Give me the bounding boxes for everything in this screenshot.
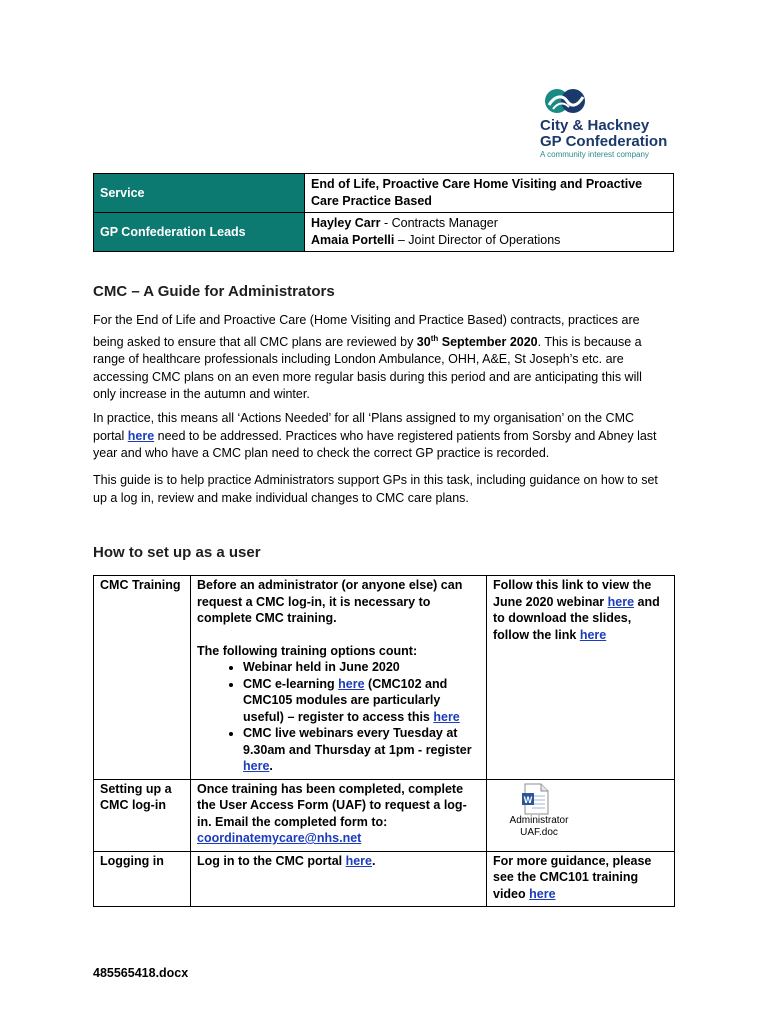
svg-text:W: W xyxy=(523,794,533,805)
training-row xyxy=(94,576,675,780)
training-options-list xyxy=(197,659,480,775)
section-heading: How to set up as a user xyxy=(93,544,261,561)
training-video-link[interactable]: here xyxy=(529,886,556,901)
list-item: • CMC e-learning here (CMC102 and CMC105 modules are particularly useful) – register to access this here xyxy=(243,676,480,726)
training-label: CMC Training xyxy=(94,576,191,780)
attachment-name-line2: UAF.doc xyxy=(520,826,558,838)
lead1-role: - Contracts Manager xyxy=(380,216,498,230)
service-table xyxy=(93,173,674,252)
practice-paragraph: In practice, this means all ‘Actions Needed’ for all ‘Plans assigned to my organisation’ on the CMC portal here need to be addressed. Practices who have registered patients from Sorsby and Abney last year and who have a CMC plan need to check the correct GP practice is recorded. xyxy=(93,411,657,460)
training-details: Before an administrator (or anyone else) can request a CMC log-in, it is necessary to complete CMC training. The following training options count: • Webinar held in June 2020 • CMC e-learning here (CMC102 and CMC105 modules are particularly useful) – register to access this here • CMC live webinars every Tuesday at 9.30am and Thursday at 1pm - register here. xyxy=(191,576,487,780)
live-webinar-link[interactable]: here xyxy=(243,759,270,773)
email-link[interactable]: coordinatemycare@nhs.net xyxy=(197,831,362,845)
logo-line-1: City & Hackney xyxy=(540,117,650,134)
service-value: End of Life, Proactive Care Home Visiting and Proactive Care Practice Based xyxy=(305,174,674,213)
list-item: • CMC live webinars every Tuesday at 9.30am and Thursday at 1pm - register here. xyxy=(243,725,480,775)
portal-login-link[interactable]: here xyxy=(345,853,372,868)
handshake-logo-icon xyxy=(543,87,589,117)
register-link[interactable]: here xyxy=(433,709,460,724)
attachment[interactable] xyxy=(493,783,583,839)
webinar-link[interactable]: here xyxy=(607,594,635,609)
confederation-logo xyxy=(540,85,680,160)
logging-in-label: Logging in xyxy=(94,851,191,907)
login-setup-label: Setting up a CMC log-in xyxy=(94,779,191,851)
file-name-footer: 485565418.docx xyxy=(93,966,189,980)
leads-row xyxy=(94,213,674,252)
login-setup-details: Once training has been completed, complete the User Access Form (UAF) to request a log-in. Email the completed form to: coordinatemycare@nhs.net xyxy=(191,779,487,851)
leads-value xyxy=(305,213,674,252)
lead1-name: Hayley Carr xyxy=(311,216,381,230)
login-setup-row xyxy=(94,779,675,851)
training-resources: Follow this link to view the June 2020 webinar here and to download the slides, follow the link here xyxy=(487,576,675,780)
service-label-cell: Service xyxy=(94,174,305,213)
user-setup-table xyxy=(93,575,675,907)
attachment-cell xyxy=(487,779,675,851)
word-document-icon xyxy=(521,783,551,815)
elearning-link[interactable]: here xyxy=(338,676,365,691)
intro-paragraph: For the End of Life and Proactive Care (Home Visiting and Practice Based) contracts, practices are being asked to ensure that all CMC plans are reviewed by 30th September 2020. This is because a range of healthcare professionals including London Ambulance, OHH, A&E, St Joseph’s etc. are accessing CMC plans on an even more regular basis during this period and are anticipating this will only increase in the autumn and winter. xyxy=(93,313,642,402)
cmc-portal-link[interactable]: here xyxy=(127,428,155,443)
list-item: • Webinar held in June 2020 xyxy=(243,659,480,676)
leads-label-cell: GP Confederation Leads xyxy=(94,213,305,252)
logging-in-details: Log in to the CMC portal here. xyxy=(191,851,487,907)
document-title: CMC – A Guide for Administrators xyxy=(93,283,335,300)
logging-in-row xyxy=(94,851,675,907)
service-row xyxy=(94,174,674,213)
guide-purpose-paragraph: This guide is to help practice Administrators support GPs in this task, including guidance on how to set up a log in, review and make individual changes to CMC care plans. xyxy=(93,473,658,505)
logging-in-guidance: For more guidance, please see the CMC101 training video here xyxy=(487,851,675,907)
slides-link[interactable]: here xyxy=(579,627,607,642)
lead2-name: Amaia Portelli xyxy=(311,233,395,247)
logo-tagline: A community interest company xyxy=(540,150,649,159)
attachment-name-line1: Administrator xyxy=(509,814,569,826)
lead2-role: – Joint Director of Operations xyxy=(394,233,561,247)
logo-line-2: GP Confederation xyxy=(540,133,668,150)
